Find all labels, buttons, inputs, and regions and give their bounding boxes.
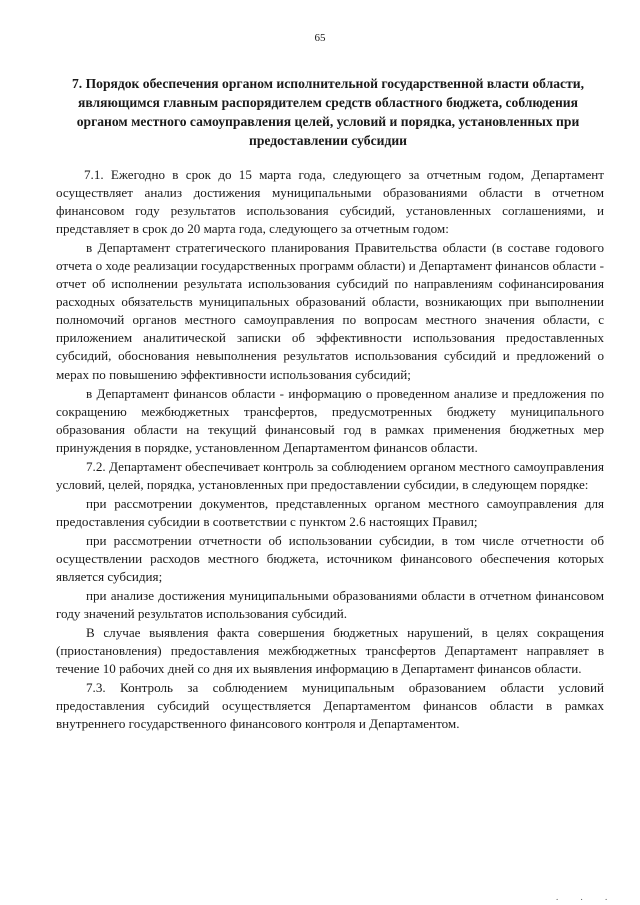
paragraph-reporting-review: при рассмотрении отчетности об использовании субсидии, в том числе отчетности об осуществлении расходов местного бюджета, источником финансового обеспечения которых является субсидия; xyxy=(56,532,604,585)
paragraph-documents-review: при рассмотрении документов, представленных органом местного самоуправления для предоставления субсидии в соответствии с пунктом 2.6 настоящих Правил; xyxy=(56,495,604,529)
paragraph-violations: В случае выявления факта совершения бюджетных нарушений, в целях сокращения (приостановления) предоставления межбюджетных трансфертов Департамент направляет в течение 10 рабочих дней со дня их выявления информацию в Департамент финансов области. xyxy=(56,625,604,677)
page-number: 65 xyxy=(314,32,326,44)
paragraph-7-3: 7.3. Контроль за соблюдением муниципальным образованием области условий предоставления субсидий осуществляется Департаментом финансов области в рамках внутреннего государственного финансового контроля и Департаментом. xyxy=(56,680,604,732)
paragraph-7-2: 7.2. Департамент обеспечивает контроль за соблюдением органом местного самоуправления условий, целей, порядка, установленных при предоставлении субсидии, в следующем порядке: xyxy=(56,458,604,492)
section-heading: 7. Порядок обеспечения органом исполнительной государственной власти области, являющимся главным распорядителем средств областного бюджета, соблюдения органом местного самоуправления целей, условий и порядка, установленных при предоставлении субсидии xyxy=(71,76,584,148)
paragraph-7-1: 7.1. Ежегодно в срок до 15 марта года, следующего за отчетным годом, Департамент осуществляет анализ достижения муниципальными образованиями области в отчетном финансовом году результатов использования субсидий, установленных соглашениями, и представляет в срок до 20 марта года, следующего за отчетным годом: xyxy=(56,167,604,237)
scan-specks: . . . xyxy=(556,892,618,902)
section-body xyxy=(56,166,604,733)
paragraph-strategic-dept: в Департамент стратегического планирования Правительства области (в составе годового отчета о ходе реализации государственных программ области) и Департамент финансов области - отчет об исполнении результата использования субсидий по направлениям софинансирования расходных обязательств муниципальных образований области, возникающих при выполнении полномочий органов местного самоуправления по вопросам местного значения области, с приложением аналитической записки об эффективности использования предоставленных субсидий, обоснования невыполнения результатов использования субсидий и предложений о мерах по повышению эффективности использования субсидий; xyxy=(56,240,604,382)
paragraph-finance-dept: в Департамент финансов области - информацию о проведенном анализе и предложения по сокращению межбюджетных трансфертов, предусмотренных бюджету муниципального образования области на текущий финансовый год в рамках применения бюджетных мер принуждения в порядке, установленном Департаментом финансов области. xyxy=(56,385,604,455)
paragraph-results-analysis: при анализе достижения муниципальными образованиями области в отчетном финансовом году значений результатов использования субсидий. xyxy=(56,588,604,622)
